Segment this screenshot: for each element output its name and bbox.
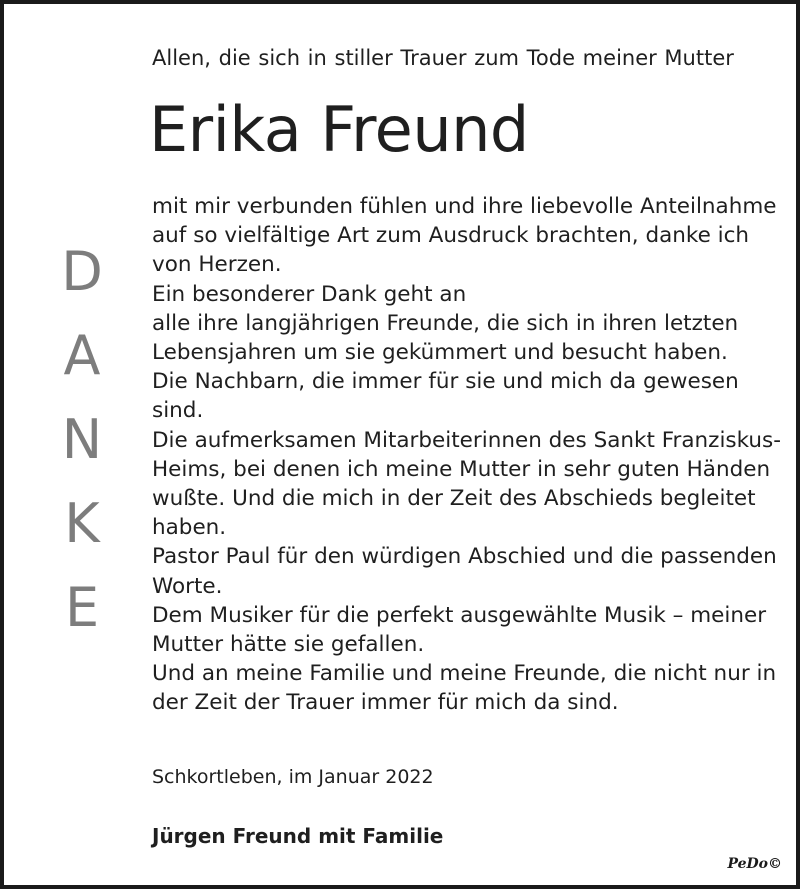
text-line: Lebensjahren um sie gekümmert und besucht haben. (152, 340, 728, 366)
text-line: Heims, bei denen ich meine Mutter in sehr guten Händen (152, 456, 771, 482)
text-line: Die Nachbarn, die immer für sie und mich da gewesen (152, 369, 739, 395)
text-line: Mutter hätte sie gefallen. (152, 632, 425, 658)
text-line: wußte. Und die mich in der Zeit des Abschieds begleitet (152, 486, 756, 512)
text-line: Und an meine Familie und meine Freunde, die nicht nur in (152, 661, 777, 687)
text-line: Ein besonderer Dank geht an (152, 281, 467, 307)
danke-letter: A (63, 324, 101, 387)
text-line: alle ihre langjährigen Freunde, die sich in ihren letzten (152, 310, 739, 336)
thank-you-text (152, 192, 792, 718)
designer-mark: PeDo© (727, 856, 782, 872)
text-line: Pastor Paul für den würdigen Abschied und die passenden (152, 544, 777, 570)
danke-letter: E (64, 576, 100, 639)
text-line: mit mir verbunden fühlen und ihre liebevolle Anteilnahme (152, 194, 777, 219)
danke-letter: D (61, 240, 103, 303)
deceased-name: Erika Freund (149, 93, 529, 166)
text-line: der Zeit der Trauer immer für mich da sind. (152, 690, 619, 716)
place-and-date: Schkortleben, im Januar 2022 (152, 766, 434, 788)
danke-letter: N (61, 408, 103, 471)
text-line: Dem Musiker für die perfekt ausgewählte Musik – meiner (152, 602, 767, 628)
danke-vertical-word (52, 230, 112, 650)
text-line: Die aufmerksamen Mitarbeiterinnen des Sankt Franziskus- (152, 427, 782, 453)
text-line: auf so vielfältige Art zum Ausdruck brachten, danke ich (152, 223, 750, 249)
text-line: von Herzen. (152, 252, 282, 278)
intro-line: Allen, die sich in stiller Trauer zum Tode meiner Mutter (152, 46, 734, 70)
text-line: haben. (152, 515, 227, 541)
text-line: sind. (152, 398, 204, 424)
signature-line: Jürgen Freund mit Familie (152, 824, 444, 848)
danke-letter: K (64, 492, 100, 555)
text-line: Worte. (152, 573, 223, 599)
